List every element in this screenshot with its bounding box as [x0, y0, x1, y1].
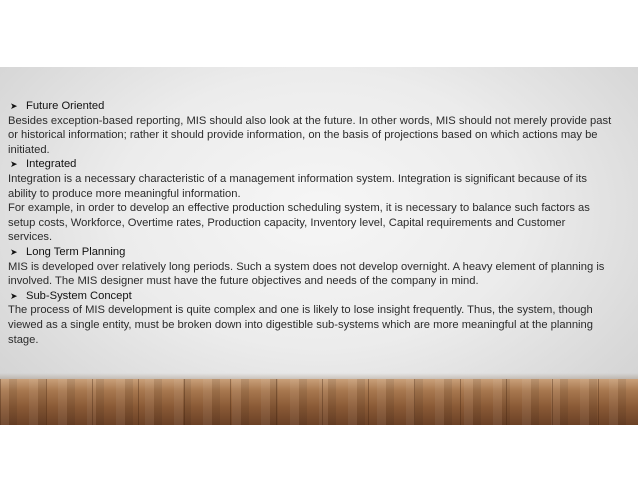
paragraph: The process of MIS development is quite complex and one is likely to lose insight frequently. Thus, the system, though viewed as a single entity, must be broken down into digestible sub-systems which are more meaningful at the planning stage. — [8, 304, 593, 346]
arrow-bullet-icon: ➤ — [10, 246, 18, 257]
paragraph: For example, in order to develop an effective production scheduling system, it is necessary to balance such factors as setup costs, Workforce, Overtime rates, Production capacity, Inventory level, Capital requirements and Customer services. — [8, 202, 590, 244]
paragraph: MIS is developed over relatively long periods. Such a system does not develop overnight. A heavy element of planning is involved. The MIS designer must have the future objectives and needs of the company in mind. — [8, 260, 605, 288]
heading-label: Sub-System Concept — [26, 289, 132, 302]
heading-label: Future Oriented — [26, 100, 105, 112]
arrow-bullet-icon: ➤ — [10, 159, 18, 170]
heading-future-oriented — [8, 99, 612, 114]
heading-integrated — [8, 157, 612, 172]
paragraph: Integration is a necessary characteristic of a management information system. Integration is significant because of its ability to produce more meaningful information. — [8, 172, 587, 200]
heading-sub-system-concept — [8, 289, 612, 304]
heading-label: Long Term Planning — [26, 245, 126, 258]
heading-label: Integrated — [26, 158, 77, 171]
slide-content — [8, 99, 612, 347]
arrow-bullet-icon: ➤ — [10, 290, 18, 301]
heading-long-term-planning — [8, 245, 612, 260]
slide — [0, 67, 638, 425]
paragraph: Besides exception-based reporting, MIS should also look at the future. In other words, MIS should not merely provide past or historical information; rather it should provide information, on the basis of projections based on which actions may be initiated. — [8, 114, 612, 156]
arrow-bullet-icon: ➤ — [10, 101, 18, 111]
wooden-floor — [0, 379, 638, 425]
